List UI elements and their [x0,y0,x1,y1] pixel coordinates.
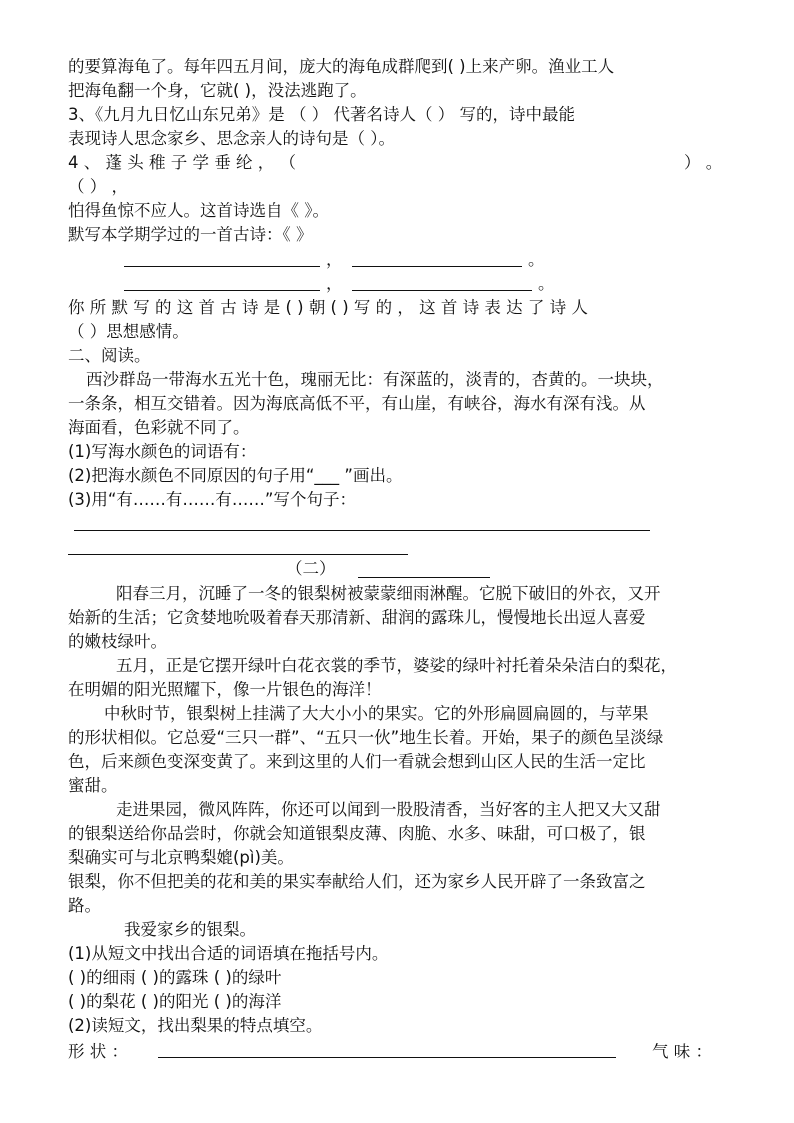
text-segment: 4 、 蓬 头 稚 子 学 垂 纶 ， （ [68,153,296,172]
paragraph-line: 的嫩枝绿叶。 [68,632,167,651]
question-3: 3、《九月九日忆山东兄弟》是 （ ） 代著名诗人（ ） 写的，诗中最能 [68,105,575,124]
answer-line[interactable] [74,530,650,531]
text-line: （ ） ， [68,177,128,196]
period: 。 [528,250,545,269]
paragraph-line: 蜜甜。 [68,776,118,795]
text-segment: ） 。 [684,153,723,172]
question-line: (3)用“有……有……有……”写个句子： [68,490,356,509]
paragraph-line: 色，后来颜色变深变黄了。来到这里的人们一看就会想到山区人民的生活一定比 [68,752,646,771]
paragraph-line: 西沙群岛一带海水五光十色，瑰丽无比：有深蓝的，淡青的，杏黄的。一块块， [86,370,664,389]
comma: ， [326,250,343,269]
paragraph-line: 海面看，色彩就不同了。 [68,418,250,437]
paragraph-line: 中秋时节，银梨树上挂满了大大小小的果实。它的外形扁圆扁圆的，与苹果 [104,704,649,723]
text-line: 默写本学期学过的一首古诗：《 》 [68,225,313,244]
paragraph-line: 走进果园，微风阵阵，你还可以闻到一股股清香，当好客的主人把又大又甜 [116,800,661,819]
paragraph-line: 银梨，你不但把美的花和美的果实奉献给人们，还为家乡人民开辟了一条致富之 [68,872,646,891]
comma: ， [326,274,343,293]
text-line: 表现诗人思念家乡、思念亲人的诗句是（ ）。 [68,129,395,148]
answer-line[interactable] [68,554,408,555]
fill-blank-row[interactable]: ( )的细雨 ( )的露珠 ( )的绿叶 [68,968,282,987]
paragraph-line: 的形状相似。它总爱“三只一群”、“五只一伙”地生长着。开始，果子的颜色呈淡绿 [68,728,664,747]
text-line: （ ）思想感情。 [68,322,189,341]
answer-line[interactable] [352,266,522,267]
answer-line[interactable] [352,290,532,291]
section-number: （二） [286,559,336,578]
text-line: 你 所 默 写 的 这 首 古 诗 是 ( ) 朝 ( ) 写 的 ， 这 首 诗 表 达 了 诗 人 [68,298,588,317]
question-line: (2)把海水颜色不同原因的句子用“___ ”画出。 [68,466,403,485]
text-line: 把海龟翻一个身，它就( )，没法逃跑了。 [68,81,367,100]
paragraph-line: 一条条，相互交错着。因为海底高低不平，有山崖，有峡谷，海水有深有浅。从 [68,394,646,413]
question-line: (1)从短文中找出合适的词语填在拖括号内。 [68,944,389,963]
answer-line[interactable] [124,266,320,267]
text-line: 的要算海龟了。每年四五月间，庞大的海龟成群爬到( )上来产卵。渔业工人 [68,57,615,76]
section-heading: 二、阅读。 [68,346,151,365]
paragraph-line: 梨确实可与北京鸭梨媲(pì)美。 [68,848,294,867]
question-line: (1)写海水颜色的词语有： [68,442,257,461]
answer-line[interactable] [124,290,320,291]
question-4 [68,151,728,175]
period: 。 [538,274,555,293]
question-line: (2)读短文，找出梨果的特点填空。 [68,1016,323,1035]
answer-line[interactable] [158,1057,616,1058]
title-blank-line[interactable] [358,577,490,578]
smell-label: 气 味 ： [652,1042,712,1061]
paragraph-line: 的银梨送给你品尝时，你就会知道银梨皮薄、肉脆、水多、味甜，可口极了，银 [68,824,646,843]
paragraph-line: 始新的生活；它贪婪地吮吸着春天那清新、甜润的露珠儿，慢慢地长出逗人喜爱 [68,608,646,627]
fill-blank-row[interactable]: ( )的梨花 ( )的阳光 ( )的海洋 [68,992,282,1011]
text-line: 怕得鱼惊不应人。这首诗选自《 》。 [68,201,329,220]
paragraph-line: 路。 [68,896,101,915]
shape-label: 形 状 ： [68,1042,128,1061]
paragraph-line: 在明媚的阳光照耀下，像一片银色的海洋！ [68,680,382,699]
paragraph-line: 五月，正是它摆开绿叶白花衣裳的季节，婆娑的绿叶衬托着朵朵洁白的梨花， [116,656,677,675]
paragraph-line: 我爱家乡的银梨。 [124,920,256,939]
paragraph-line: 阳春三月，沉睡了一冬的银梨树被蒙蒙细雨淋醒。它脱下破旧的外衣，又开 [116,584,661,603]
